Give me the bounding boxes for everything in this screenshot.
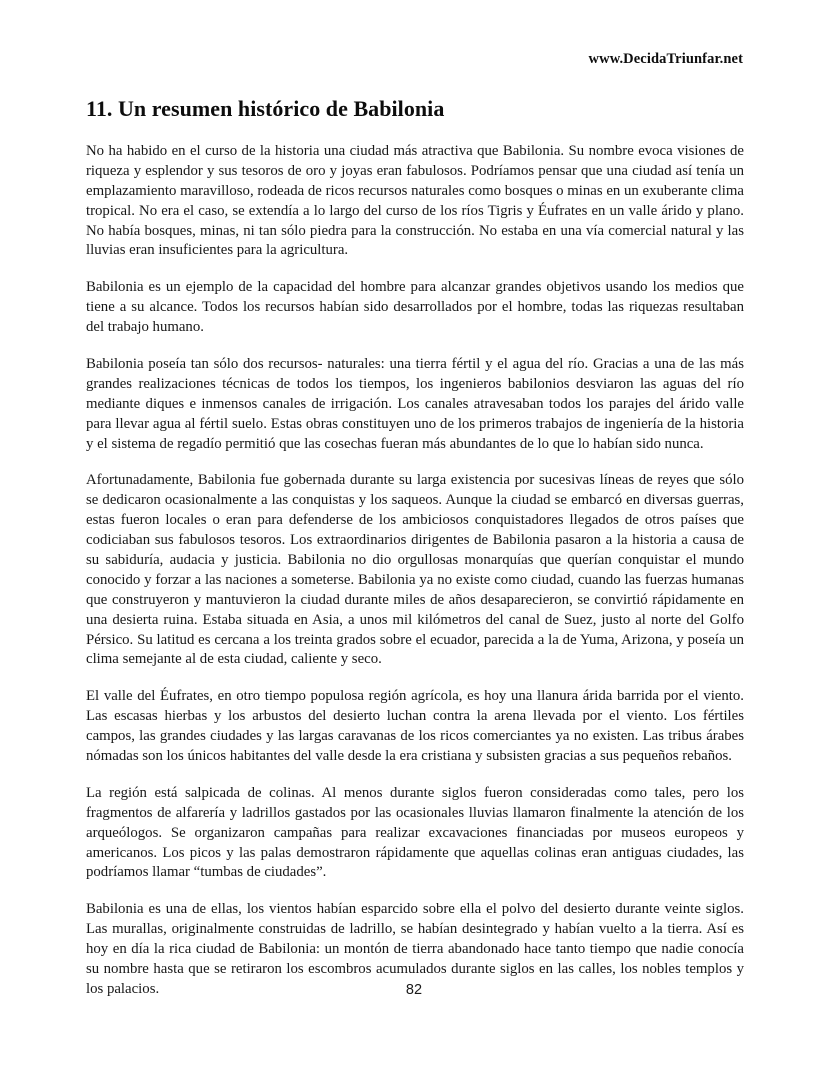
page-header — [86, 48, 743, 70]
paragraph-3: Babilonia poseía tan sólo dos recursos- naturales: una tierra fértil y el agua del río. Gracias a una de las más grandes realizaciones técnicas de todos los tiempos, los ingenieros babilonios desviaron las aguas del río mediante diques e inmensos canales de irrigación. Los canales atravesaban todos los parajes del árido valle para llevar agua al fértil suelo. Estas obras constituyen uno de los primeros trabajos de ingeniería de la historia y el sistema de regadío permitió que las cosechas fueran más abundantes de lo que lo habían sido nunca. — [86, 355, 744, 452]
paragraph-2: Babilonia es un ejemplo de la capacidad del hombre para alcanzar grandes objetivos usando los medios que tiene a su alcance. Todos los recursos habían sido desarrollados por el hombre, todas las riquezas resultaban del trabajo humano. — [86, 279, 744, 336]
page-number: 82 — [405, 982, 423, 998]
paragraph-1: No ha habido en el curso de la historia una ciudad más atractiva que Babilonia. Su nombre evoca visiones de riqueza y esplendor y sus tesoros de oro y joyas eran fabulosos. Podríamos pensar que una ciudad así tenía un emplazamiento maravilloso, rodeada de ricos recursos naturales como bosques o minas en un exuberante clima tropical. No era el caso, se extendía a lo largo del curso de los ríos Tigris y Éufrates en un valle árido y plano. No había bosques, minas, ni tan sólo piedra para la construcción. No estaba en una vía comercial natural y las lluvias eran insuficientes para la agricultura. — [86, 142, 744, 259]
chapter-title: 11. Un resumen histórico de Babilonia — [86, 96, 445, 121]
site-url-header: www.DecidaTriunfar.net — [588, 50, 743, 67]
document-body — [86, 96, 744, 1000]
paragraph-4: Afortunadamente, Babilonia fue gobernada durante su larga existencia por sucesivas líneas de reyes que sólo se dedicaron ocasionalmente a las conquistas y los saqueos. Aunque la ciudad se embarcó en diversas guerras, estas fueron locales o eran para defenderse de los ambiciosos conquistadores llegados de otros países que codiciaban sus fabulosos tesoros. Los extraordinarios dirigentes de Babilonia pasaron a la historia a causa de su sabiduría, audacia y justicia. Babilonia no dio orgullosas monarquías que querían conquistar el mundo conocido y forzar a las naciones a someterse. Babilonia ya no existe como ciudad, cuando las fuerzas humanas que construyeron y mantuvieron la ciudad durante miles de años desaparecieron, se convirtió rápidamente en una desierta ruina. Estaba situada en Asia, a unos mil kilómetros del canal de Suez, justo al norte del Golfo Pérsico. Su latitud es cercana a los treinta grados sobre el ecuador, parecida a la de Yuma, Arizona, y poseía un clima semejante al de esta ciudad, caliente y seco. — [86, 472, 744, 668]
paragraph-6: La región está salpicada de colinas. Al menos durante siglos fueron consideradas como tales, pero los fragmentos de alfarería y ladrillos gastados por las ocasionales lluvias llamaron finalmente la atención de los arqueólogos. Se organizaron campañas para realizar excavaciones financiadas por museos europeos y americanos. Los picos y las palas demostraron rápidamente que aquellas colinas eran antiguas ciudades, las podríamos llamar “tumbas de ciudades”. — [86, 784, 744, 881]
paragraph-7: Babilonia es una de ellas, los vientos habían esparcido sobre ella el polvo del desierto durante veinte siglos. Las murallas, originalmente construidas de ladrillo, se habían desintegrado y habían vuelto a la tierra. Así es hoy en día la rica ciudad de Babilonia: un montón de tierra abandonado hace tanto tiempo que nadie conocía su nombre hasta que se retiraron los escombros acumulados durante siglos en las calles, los nobles templos y los palacios. — [86, 901, 744, 997]
paragraph-5: El valle del Éufrates, en otro tiempo populosa región agrícola, es hoy una llanura árida barrida por el viento. Las escasas hierbas y los arbustos del desierto luchan contra la arena llevada por el viento. Los fértiles campos, las grandes ciudades y las largas caravanas de los ricos comerciantes ya no existen. Las tribus árabes nómadas son los únicos habitantes del valle desde la era cristiana y subsisten gracias a sus pequeños rebaños. — [86, 688, 744, 764]
